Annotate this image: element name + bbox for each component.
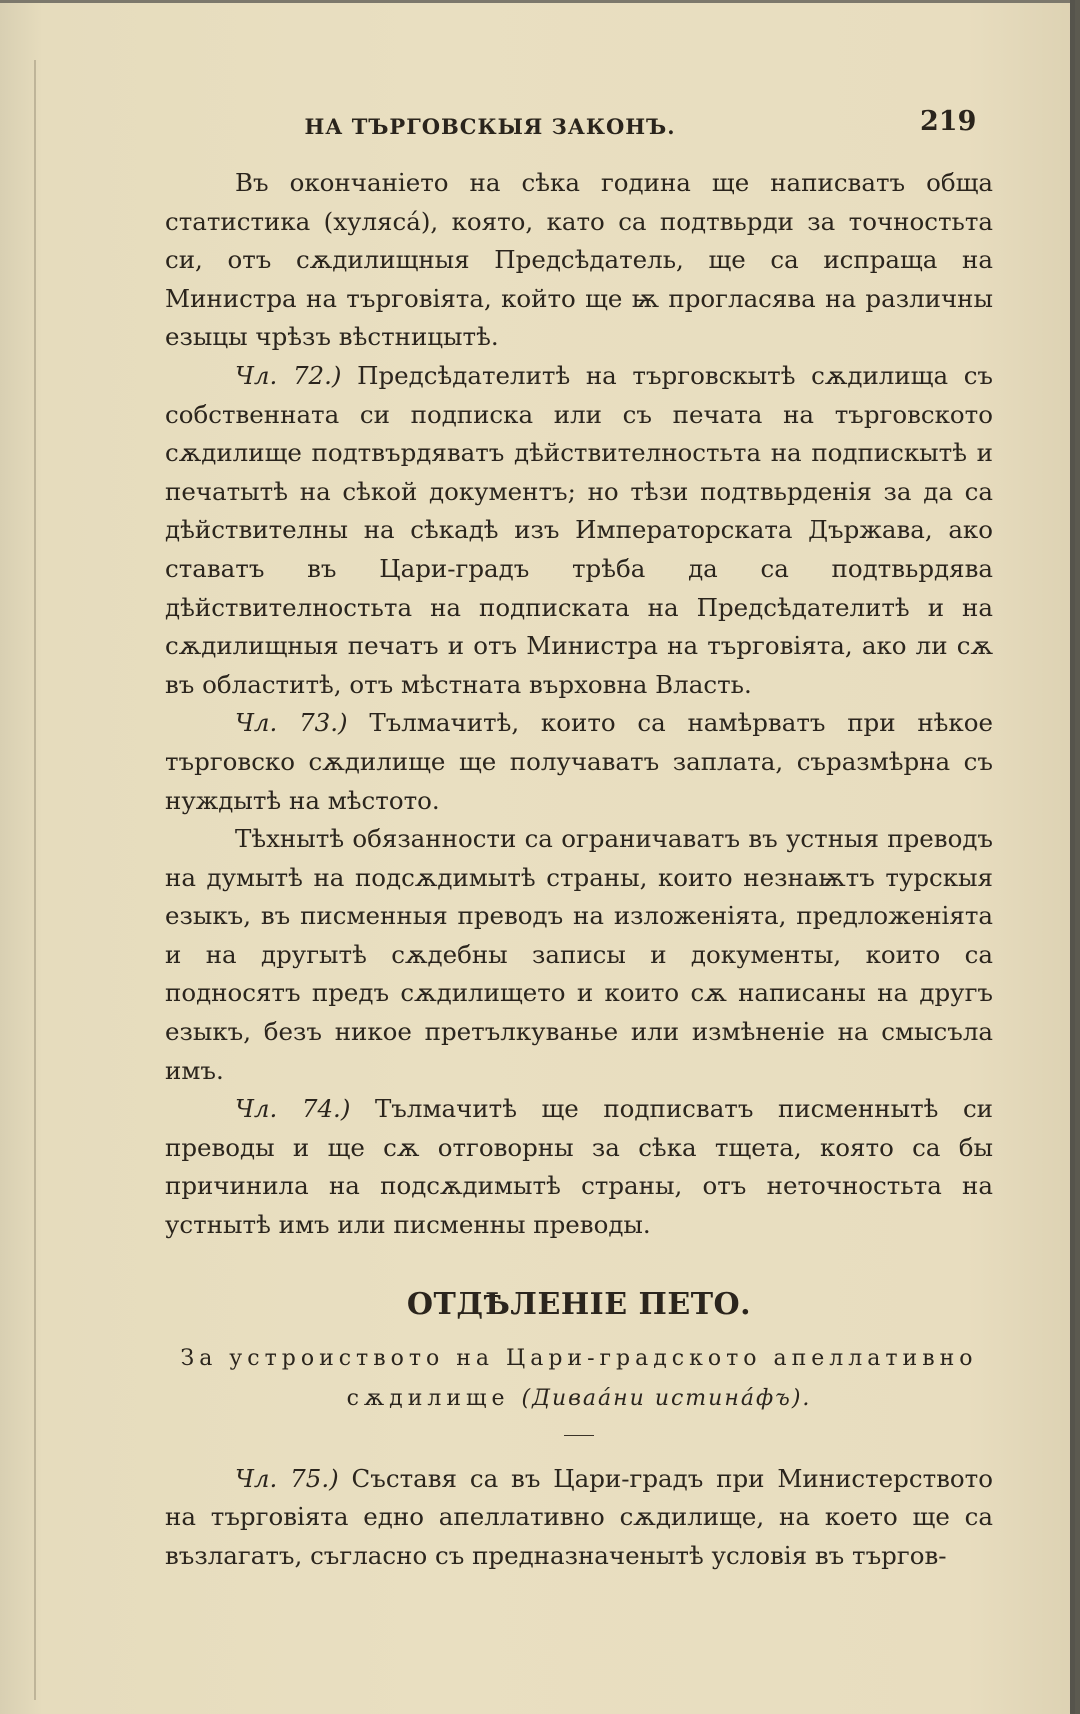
section-subtitle-text: За устроиството на Цари-градското апеллативно сѫдилище [180,1345,978,1411]
article-number: Чл. 73.) [235,708,348,738]
page-number: 219 [920,106,977,137]
running-head [0,106,1075,146]
article-number: Чл. 74.) [235,1094,351,1124]
paragraph-duties [165,820,993,1090]
section-subtitle-italic: (Диваáни истинáфъ). [521,1385,812,1411]
article-number: Чл. 75.) [235,1463,339,1493]
article-number: Чл. 72.) [235,360,342,390]
article-72 [165,357,993,704]
article-73 [165,704,993,820]
section-divider [564,1435,594,1436]
article-text: Предсѣдателитѣ на търговскытѣ сѫдилища съ собственната си подписка или съ печата на търговското сѫдилище подтвърдяватъ дѣйствителностьта на подпискытѣ и печатытѣ на сѣкой документъ; но тѣзи подтвьрденія за да са дѣйствителны на сѣкадѣ изъ Императорската Държава, ако ставатъ въ Цари-градъ трѣба да са подтвьрдява дѣйствителностьта на подписката на Предсѣдателитѣ и на сѫдилищныя печатъ и отъ Министра на търговіята, ако ли сѫ въ областитѣ, отъ мѣстната върховна Власть. [165,360,993,699]
running-title: НА ТЪРГОВСКЫЯ ЗАКОНЪ. [304,114,676,139]
section-subtitle [165,1339,993,1419]
paragraph-text: Тѣхнытѣ обязанности са ограничаватъ въ устныя преводъ на думытѣ на подсѫдимытѣ страны, които незнаѭтъ турскыя езыкъ, въ писменныя преводъ на изложеніята, предложеніята и на другытѣ сѫдебны записы и документы, които са подносятъ предъ сѫдилището и които сѫ написаны на другъ езыкъ, безъ никое претълкуванье или измѣненіе на смысъла имъ. [165,824,993,1085]
page-right-edge [1070,0,1075,1714]
article-text: Съставя са въ Цари-градъ при Министерството на търговіята едно апеллативно сѫдилище, на което ще са възлагатъ, съгласно съ предназначенытѣ условія въ търгов- [165,1463,993,1570]
page-edge-line [34,60,36,1700]
article-text: Тълмачитѣ, които са намѣрватъ при нѣкое търговско сѫдилище ще получаватъ заплата, съразмѣрна съ нуждытѣ на мѣстото. [165,708,993,815]
article-75 [165,1460,993,1576]
paragraph-statistics [165,164,993,357]
article-74 [165,1090,993,1244]
section-title: ОТДѢЛЕНІЕ ПЕТО. [406,1286,752,1322]
article-text: Тълмачитѣ ще подписватъ писменнытѣ си преводы и ще сѫ отговорны за сѣка тщета, която са бы причинила на подсѫдимытѣ страны, отъ неточностьта на устнытѣ имъ или писменны преводы. [165,1094,994,1240]
page-body [165,164,993,1575]
paragraph-text: Въ окончаніето на сѣка година ще написватъ обща статистика (хулясá), която, като са подтвьрди за точностьта си, отъ сѫдилищныя Предсѣдатель, ще са испраща на Министра на търговіята, който ще ѭ прогласява на различны езыцы чрѣзъ вѣстницытѣ. [165,168,993,352]
